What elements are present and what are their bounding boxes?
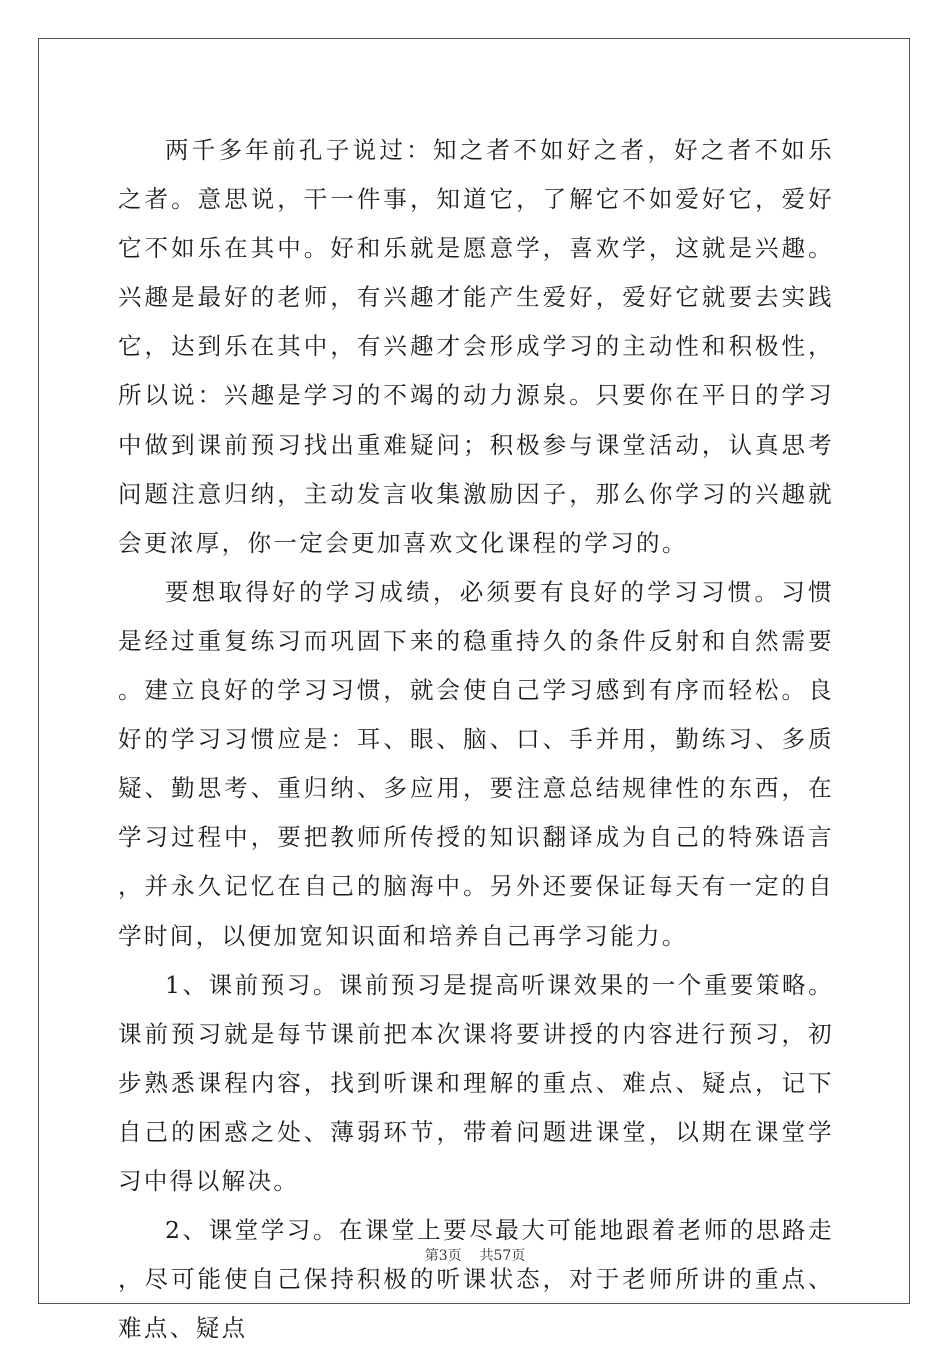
paragraph-habits: 要想取得好的学习成绩，必须要有良好的学习习惯。习惯是经过重复练习而巩固下来的稳重持久的条件反射和自然需要。建立良好的学习习惯，就会使自己学习感到有序而轻松。良好的学习习惯应是：耳、眼、脑、口、手并用，勤练习、多质疑、勤思考、重归纳、多应用，要注意总结规律性的东西，在学习过程中，要把教师所传授的知识翻译成为自己的特殊语言，并永久记忆在自己的脑海中。另外还要保证每天有一定的自学时间，以便加宽知识面和培养自己再学习能力。 <box>118 577 834 950</box>
paragraph-classroom: 2、课堂学习。在课堂上要尽最大可能地跟着老师的思路走，尽可能使自己保持积极的听课状态，对于老师所讲的重点、难点、疑点 <box>118 1216 834 1343</box>
page-footer <box>0 1245 950 1265</box>
page-number: 第3页 <box>424 1248 462 1264</box>
document-body <box>118 126 834 1353</box>
total-pages: 共57页 <box>479 1248 526 1264</box>
paragraph-preview: 1、课前预习。课前预习是提高听课效果的一个重要策略。课前预习就是每节课前把本次课将要讲授的内容进行预习，初步熟悉课程内容，找到听课和理解的重点、难点、疑点，记下自己的困惑之处、薄弱环节，带着问题进课堂，以期在课堂学习中得以解决。 <box>118 970 834 1195</box>
paragraph-interest: 两千多年前孔子说过：知之者不如好之者，好之者不如乐之者。意思说，干一件事，知道它，了解它不如爱好它，爱好它不如乐在其中。好和乐就是愿意学，喜欢学，这就是兴趣。兴趣是最好的老师，有兴趣才能产生爱好，爱好它就要去实践它，达到乐在其中，有兴趣才会形成学习的主动性和积极性，所以说：兴趣是学习的不竭的动力源泉。只要你在平日的学习中做到课前预习找出重难疑问；积极参与课堂活动，认真思考问题注意归纳，主动发言收集激励因子，那么你学习的兴趣就会更浓厚，你一定会更加喜欢文化课程的学习的。 <box>118 136 834 557</box>
